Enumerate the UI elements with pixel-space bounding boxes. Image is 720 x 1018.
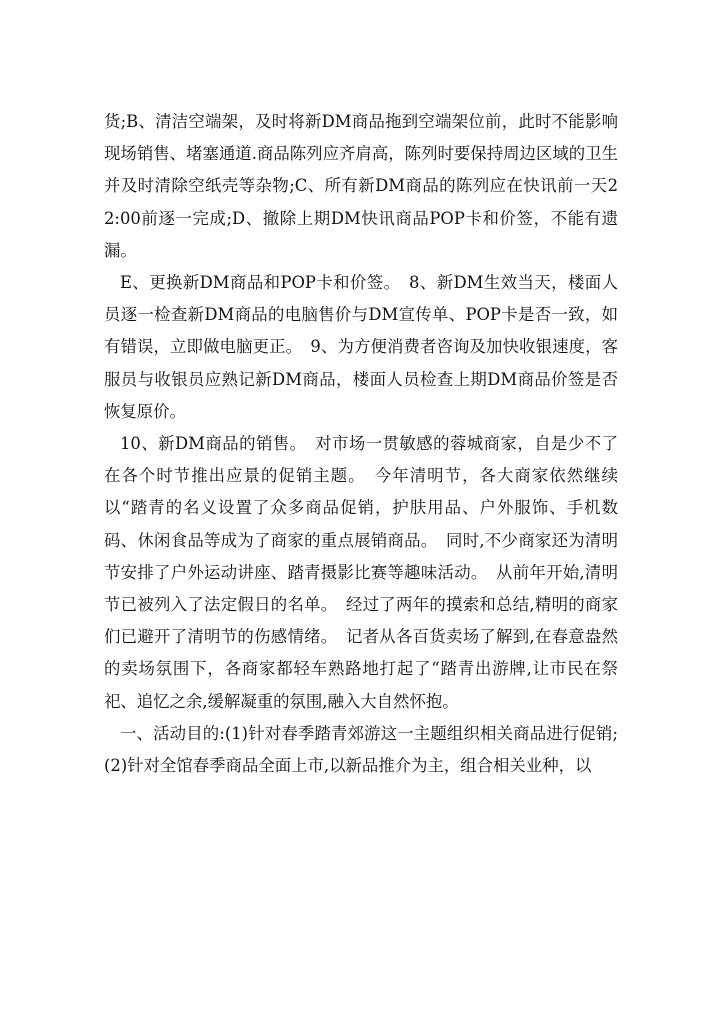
- paragraph-3: 10、新DM商品的销售。 对市场一贯敏感的蓉城商家，自是少不了在各个时节推出应景的促销主题。 今年清明节，各大商家依然继续以“踏青的名义设置了众多商品促销，护肤用品、户外服饰、手机数码、休闲食品等成为了商家的重点展销商品。 同时,不少商家还为清明节安排了户外运动讲座、踏青摄影比赛等趣味活动。 从前年开始,清明节已被列入了法定假日的名单。 经过了两年的摸索和总结,精明的商家们已避开了清明节的伤感情绪。 记者从各百货卖场了解到,在春意盎然的卖场氛围下，各商家都轻车熟路地打起了“踏青出游牌,让市民在祭祀、追忆之余,缓解凝重的氛围,融入大自然怀抱。: [104, 434, 618, 711]
- paragraph-2: E、更换新DM商品和POP卡和价签。 8、新DM生效当天，楼面人员逐一检查新DM商品的电脑售价与DM宣传单、POP卡是否一致，如有错误，立即做电脑更正。 9、为方便消费者咨询及加快收银速度，客服员与收银员应熟记新DM商品，楼面人员检查上期DM商品价签是否恢复原价。: [104, 273, 618, 421]
- paragraph-4: 一、活动目的:(1)针对春季踏青郊游这一主题组织相关商品进行促销;(2)针对全馆春季商品全面上市,以新品推介为主，组合相关业种，以: [104, 723, 618, 776]
- document-body: [104, 106, 618, 782]
- paragraph-1: 货;B、清洁空端架，及时将新DM商品拖到空端架位前，此时不能影响现场销售、堵塞通道.商品陈列应齐肩高，陈列时要保持周边区域的卫生并及时清除空纸壳等杂物;C、所有新DM商品的陈列应在快讯前一天22:00前逐一完成;D、撤除上期DM快讯商品POP卡和价签，不能有遗漏。: [104, 112, 618, 260]
